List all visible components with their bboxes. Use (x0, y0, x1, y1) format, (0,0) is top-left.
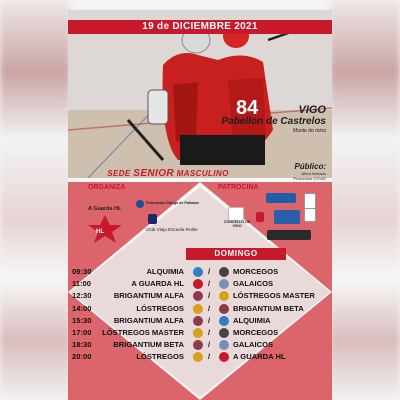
home-team-logo-icon (193, 340, 203, 350)
coat-of-arms-icon (304, 208, 316, 222)
day-label: DOMINGO (186, 248, 286, 260)
match-versus (189, 340, 233, 350)
event-poster (68, 10, 332, 400)
vieja-escuela-logo (148, 214, 157, 224)
home-team: BRIGANTIUM BETA (113, 340, 184, 350)
away-team: MORCEGOS (233, 267, 279, 276)
match-versus (189, 291, 233, 301)
away-team-logo-icon (219, 352, 229, 362)
separator: / (208, 315, 211, 325)
match-versus (189, 328, 233, 338)
match-time: 11:00 (72, 279, 92, 289)
public-info (293, 162, 326, 181)
venue-city: VIGO (298, 104, 326, 116)
match-time: 17:00 (72, 327, 92, 337)
match-time: 12:30 (72, 291, 92, 301)
separator: / (208, 352, 211, 362)
home-team: A GUARDA HL (131, 279, 184, 289)
home-team: ALQUIMIA (146, 267, 184, 276)
patrocina-title: PATROCINA (218, 184, 259, 191)
match-versus (189, 304, 233, 314)
match-time: 09:30 (72, 267, 92, 276)
category-title (68, 168, 268, 179)
match-time: 20:00 (72, 352, 92, 362)
match-versus (189, 279, 233, 289)
federation-name: Federación Galega de Patinaxe (146, 201, 200, 205)
away-team-logo-icon (219, 267, 229, 277)
away-team: A GUARDA HL (233, 352, 286, 362)
category-highlight: SENIOR (133, 168, 175, 179)
public-detail: Aforo limitado (301, 171, 326, 176)
team-photo (68, 10, 332, 178)
home-team: LÓSTREGOS MASTER (102, 327, 184, 337)
schedule-row (68, 351, 332, 363)
home-team-logo-icon (193, 279, 203, 289)
away-team: LÓSTREGOS MASTER (233, 291, 315, 301)
separator: / (208, 340, 211, 350)
federation-logo (136, 200, 144, 208)
sponsor-logo (256, 212, 264, 222)
away-team-logo-icon (219, 340, 229, 350)
event-date: 19 de DICIEMBRE 2021 (142, 21, 258, 32)
match-time: 18:30 (72, 340, 92, 350)
home-team-logo-icon (193, 291, 203, 301)
home-team: BRIGANTIUM ALFA (113, 315, 184, 325)
svg-text:84: 84 (236, 97, 259, 119)
home-team-logo-icon (193, 328, 203, 338)
separator: / (208, 267, 211, 276)
schedule-row (68, 290, 332, 302)
vieja-escuela-name: Club Vieja Escuela Roller (146, 227, 198, 232)
match-versus (189, 267, 233, 277)
home-team-logo-icon (193, 316, 203, 326)
public-title: Público: (294, 162, 326, 171)
coat-of-arms-icon (304, 193, 316, 209)
concello-vigo-logo (228, 207, 244, 221)
match-time: 14:00 (72, 303, 92, 313)
players-illustration (68, 10, 332, 178)
sponsor-logo (274, 210, 300, 224)
venue-pavilion: Pabellon de Castrelos (221, 116, 326, 127)
blurred-background-left (0, 0, 70, 400)
organiza-title: ORGANIZA (88, 184, 126, 191)
away-team-logo-icon (219, 304, 229, 314)
category-suffix: MASCULINO (176, 169, 229, 178)
away-team: MORCEGOS (233, 327, 279, 337)
match-schedule (68, 266, 332, 364)
separator: / (208, 303, 211, 313)
concello-vigo-name: CONCELLO DE VIGO (223, 220, 251, 228)
away-team: BRIGANTIUM BETA (233, 303, 304, 313)
away-team: ALQUIMIA (233, 315, 271, 325)
separator: / (208, 291, 211, 301)
match-versus (189, 316, 233, 326)
venue-block (222, 104, 326, 134)
a-guarda-hl-logo (84, 214, 126, 244)
away-team: GALAICOS (233, 279, 274, 289)
home-team-logo-icon (193, 352, 203, 362)
home-team: LÓSTREGOS (136, 352, 184, 362)
home-team-logo-icon (193, 267, 203, 277)
schedule-row (68, 339, 332, 351)
home-team: BRIGANTIUM ALFA (113, 291, 184, 301)
match-time: 15:30 (72, 315, 92, 325)
schedule-row (68, 327, 332, 339)
sponsor-logo (266, 193, 296, 203)
venue-area: Monte do mino (292, 128, 326, 134)
away-team-logo-icon (219, 328, 229, 338)
match-versus (189, 352, 233, 362)
category-prefix: SEDE (107, 169, 131, 178)
schedule-row (68, 303, 332, 315)
home-team-logo-icon (193, 304, 203, 314)
separator: / (208, 279, 211, 289)
blurred-background-right (330, 0, 400, 400)
home-team: LÓSTREGOS (136, 303, 184, 313)
away-team-logo-icon (219, 279, 229, 289)
svg-text:HL: HL (96, 229, 104, 235)
away-team: GALAICOS (233, 340, 274, 350)
schedule-row (68, 266, 332, 278)
schedule-row (68, 278, 332, 290)
separator: / (208, 327, 211, 337)
public-detail: Protocolos COVID (293, 176, 326, 181)
sponsor-logo (267, 230, 311, 240)
away-team-logo-icon (219, 291, 229, 301)
away-team-logo-icon (219, 316, 229, 326)
organiza-club: A Guarda HL (88, 206, 122, 212)
schedule-row (68, 315, 332, 327)
